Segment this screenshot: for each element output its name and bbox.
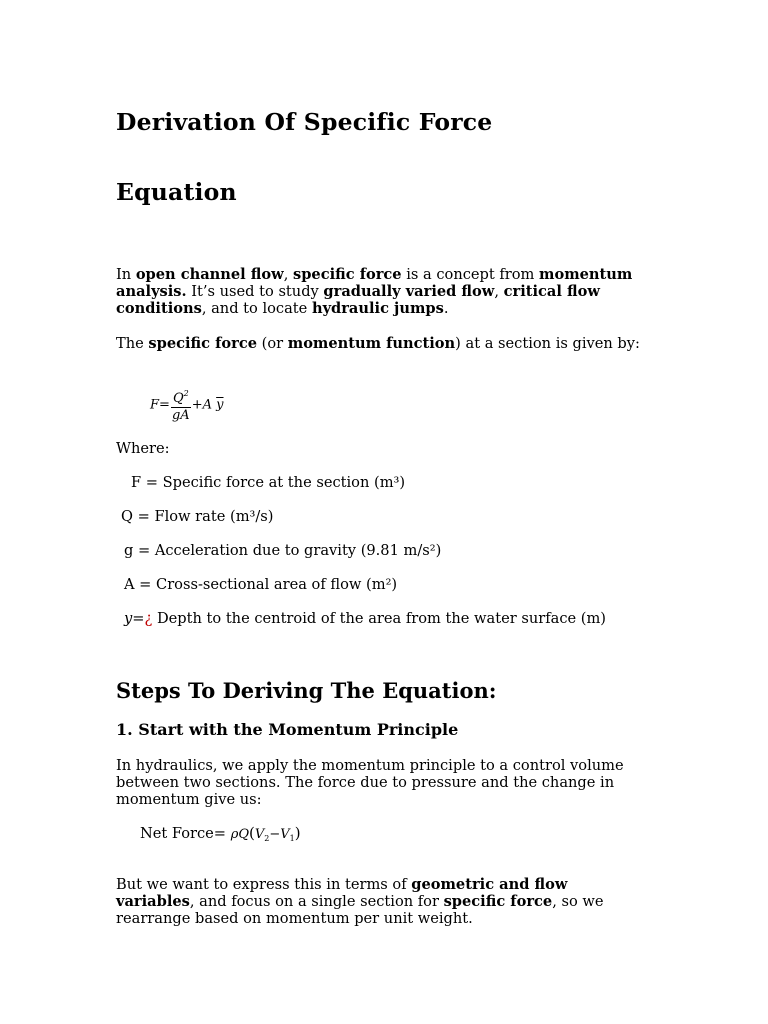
steps-heading: Steps To Deriving The Equation: xyxy=(116,678,497,703)
variable-f: F = Specific force at the section (m³) xyxy=(131,474,406,491)
title-line-2: Equation xyxy=(116,178,237,206)
where-label: Where: xyxy=(116,440,170,457)
variable-q: Q = Flow rate (m³/s) xyxy=(121,508,274,525)
intro-paragraph: In open channel flow, specific force is a concept from momentum analysis. It’s used to study gradually varied flow, critical flow conditions, and to locate hydraulic jumps. xyxy=(116,266,633,317)
variable-g: g = Acceleration due to gravity (9.81 m/s²) xyxy=(124,542,442,559)
variable-a: A = Cross-sectional area of flow (m²) xyxy=(124,576,398,593)
specific-force-formula: F= $\frac{Q^2}{gA}$ +A $\overline{y}$ xyxy=(150,386,224,424)
net-force-equation: Net Force= $\rho Q(V_2-V_1)$ xyxy=(140,824,301,843)
title-line-1: Derivation Of Specific Force xyxy=(116,108,493,136)
formula-fraction: $\frac{Q^2}{gA}$ xyxy=(171,386,191,424)
closing-paragraph: But we want to express this in terms of geometric and flow variables, and focus on a single section for specific force, so we rearrange based on momentum per unit weight. xyxy=(116,876,604,927)
variable-ybar: y=¿ Depth to the centroid of the area from the water surface (m) xyxy=(124,610,606,627)
step1-heading: 1. Start with the Momentum Principle xyxy=(116,720,459,739)
definition-paragraph: The specific force (or momentum function) at a section is given by: xyxy=(116,335,640,352)
step1-paragraph: In hydraulics, we apply the momentum principle to a control volume between two sections. The force due to pressure and the change in momentum give us: xyxy=(116,757,624,808)
